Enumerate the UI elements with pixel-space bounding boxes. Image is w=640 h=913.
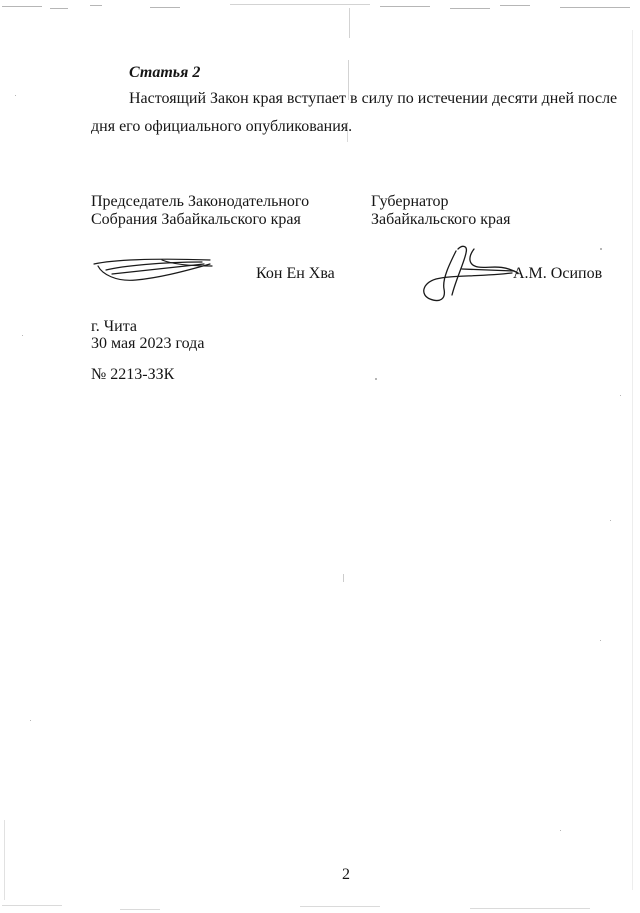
- left-signature: [92, 250, 214, 286]
- article-text-line-1: Настоящий Закон края вступает в силу по истечении десяти дней после: [129, 90, 618, 107]
- left-signatory-title-line-2: Собрания Забайкальского края: [91, 211, 301, 228]
- place: г. Чита: [91, 318, 138, 335]
- article-heading: Статья 2: [129, 64, 201, 81]
- right-signature: [416, 243, 522, 305]
- left-signatory-name: Кон Ен Хва: [256, 265, 335, 282]
- page-number: 2: [342, 866, 350, 883]
- right-signatory-title-line-2: Забайкальского края: [371, 211, 511, 228]
- date: 30 мая 2023 года: [91, 335, 205, 352]
- left-signatory-title-line-1: Председатель Законодательного: [91, 193, 310, 210]
- article-text-line-2: дня его официального опубликования.: [91, 118, 353, 135]
- right-signatory-title-line-1: Губернатор: [371, 193, 449, 210]
- right-signatory-name: А.М. Осипов: [513, 265, 603, 282]
- law-number: № 2213-ЗЗК: [91, 366, 175, 383]
